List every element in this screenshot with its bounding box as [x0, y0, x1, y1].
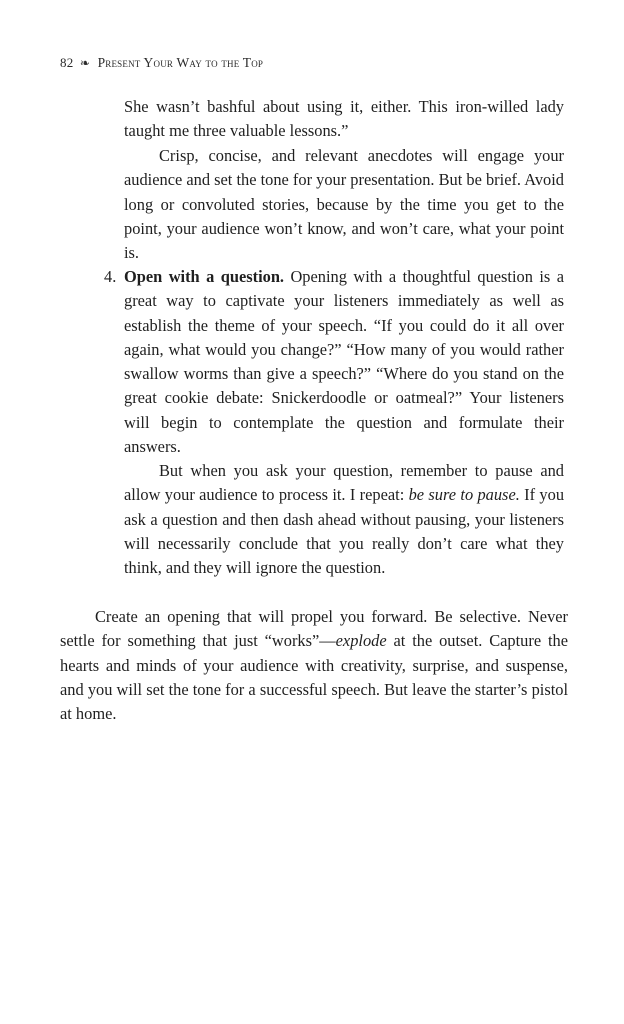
book-title: Present Your Way to the Top [97, 55, 264, 70]
list-item-text: Opening with a thoughtful question is a great way to captivate your listeners immediately as well as establish the theme of your speech. “If you could do it all over again, what would you change?” “How many of you would rather swallow worms than give a speech?” “Where do you stand on the great cookie debate: Snickerdoodle or oatmeal?” Your listeners will begin to contemplate the question and formulate their answers. [124, 267, 564, 457]
closing-emphasis: explode [335, 631, 387, 651]
continuation-paragraph [124, 95, 564, 144]
closing-text-after: at the outset. Capture the hearts and minds of your audience with creativity, surprise, and suspense, and you will set the tone for a successful speech. But leave the starter’s pistol at home. [60, 631, 568, 724]
list-item-4 [124, 265, 564, 459]
pause-paragraph [124, 459, 564, 580]
page-number: 82 [60, 55, 74, 70]
closing-text-before: Create an opening that will propel you forward. Be selective. Never settle for something that just “works”— [60, 607, 568, 651]
pause-text-before: But when you ask your question, remember to pause and allow your audience to process it. I repeat: [124, 461, 564, 505]
anecdote-paragraph [124, 144, 564, 265]
list-item-heading: Open with a question. [124, 267, 285, 286]
running-head [60, 55, 263, 71]
list-item-number: 4. [104, 267, 117, 286]
anecdote-text: Crisp, concise, and relevant anecdotes will engage your audience and set the tone for your presentation. But be brief. Avoid long or convoluted stories, because by the time you get to the point, your audience won’t know, and won’t care, what your point is. [124, 146, 564, 263]
closing-paragraph [60, 605, 568, 726]
fleuron-ornament-icon: ❧ [79, 56, 91, 70]
pause-emphasis: be sure to pause. [408, 485, 520, 505]
continuation-text: She wasn’t bashful about using it, either. This iron-willed lady taught me three valuable lessons.” [124, 97, 564, 141]
pause-text-after: If you ask a question and then dash ahead without pausing, your listeners will necessarily conclude that you really don’t care what they think, and they will ignore the question. [124, 485, 565, 578]
